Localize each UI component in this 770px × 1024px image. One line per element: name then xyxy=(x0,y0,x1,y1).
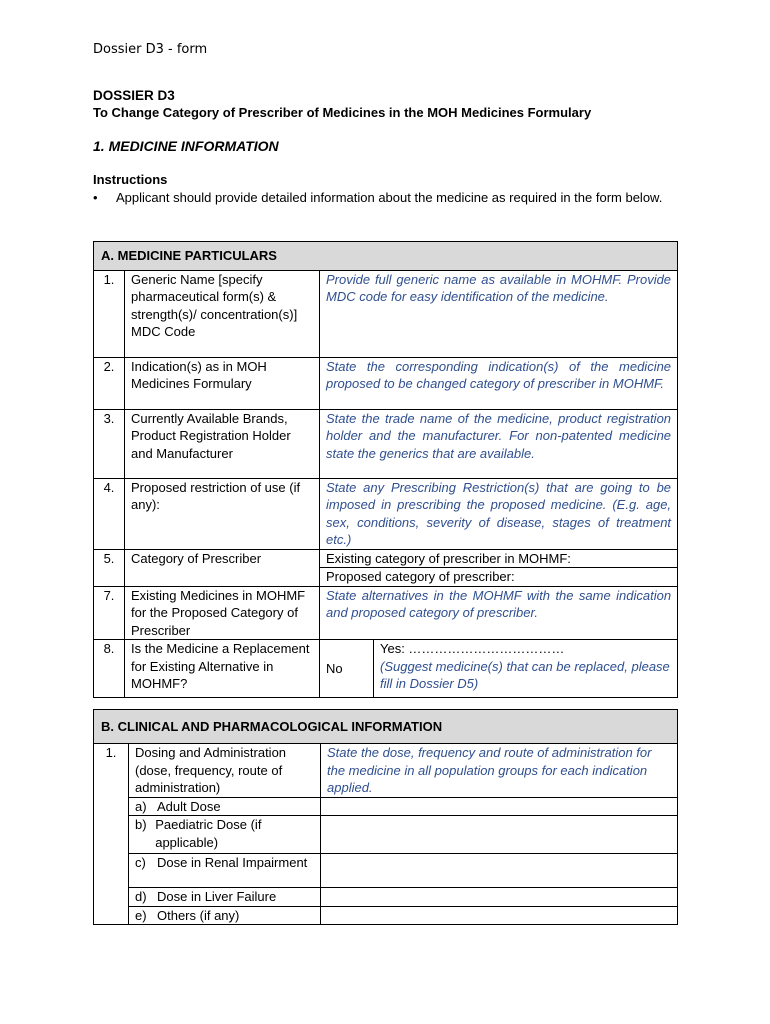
row-number: 4. xyxy=(94,478,125,549)
sub-label xyxy=(129,854,321,888)
sub-text: Others (if any) xyxy=(157,907,240,923)
document-title: DOSSIER D3 xyxy=(93,88,175,103)
page-header: Dossier D3 - form xyxy=(93,42,208,57)
row-label: Indication(s) as in MOH Medicines Formulary xyxy=(125,357,320,409)
sub-key: c) xyxy=(135,855,146,870)
no-option[interactable] xyxy=(320,640,374,698)
row-guidance[interactable]: State any Prescribing Restriction(s) that are going to be imposed in prescribing the proposed medicine. (E.g. age, sex, conditions, severity of disease, stages of treatment etc.) xyxy=(320,478,678,549)
sub-text: Dose in Liver Failure xyxy=(157,889,277,904)
sub-key: d) xyxy=(135,889,147,904)
row-label: Proposed restriction of use (if any): xyxy=(125,478,320,549)
table-row xyxy=(94,797,678,816)
yes-option[interactable] xyxy=(374,640,678,698)
medicine-particulars-table xyxy=(93,241,678,698)
row-guidance[interactable]: State the trade name of the medicine, product registration holder and the manufacturer. For non-patented medicine state the generics that are available. xyxy=(320,409,678,478)
table-row xyxy=(94,478,678,549)
table-b-heading: B. CLINICAL AND PHARMACOLOGICAL INFORMATION xyxy=(94,710,678,744)
row-number: 8. xyxy=(94,640,125,698)
sub-label xyxy=(129,816,321,854)
instructions-label: Instructions xyxy=(93,172,168,187)
row-number: 1. xyxy=(94,744,129,925)
sub-label xyxy=(129,797,321,816)
row-guidance[interactable]: Provide full generic name as available in MOHMF. Provide MDC code for easy identification of the medicine. xyxy=(320,270,678,357)
instruction-item xyxy=(93,189,683,207)
row-label: Generic Name [specify pharmaceutical form(s) & strength(s)/ concentration(s)] MDC Code xyxy=(125,270,320,357)
sub-text: Dose in Renal Impairment xyxy=(157,855,308,870)
sub-label xyxy=(129,888,321,907)
table-row xyxy=(94,409,678,478)
table-row xyxy=(94,270,678,357)
existing-category-field[interactable]: Existing category of prescriber in MOHMF: xyxy=(320,549,678,568)
row-label: Currently Available Brands, Product Registration Holder and Manufacturer xyxy=(125,409,320,478)
sub-key: e) xyxy=(135,907,147,923)
clinical-info-table xyxy=(93,709,678,925)
liver-dose-field[interactable] xyxy=(321,888,678,907)
row-number: 5. xyxy=(94,549,125,586)
no-label: No xyxy=(326,660,343,676)
row-label: Dosing and Administration (dose, frequency, route of administration) xyxy=(129,744,321,798)
table-row xyxy=(94,816,678,854)
table-row xyxy=(94,744,678,798)
row-number: 3. xyxy=(94,409,125,478)
sub-text: Adult Dose xyxy=(157,798,221,814)
renal-dose-field[interactable] xyxy=(321,854,678,888)
row-guidance[interactable]: State the corresponding indication(s) of the medicine proposed to be changed category of prescriber in MOHMF. xyxy=(320,357,678,409)
table-row xyxy=(94,640,678,698)
bullet-icon: • xyxy=(93,190,98,205)
table-row xyxy=(94,888,678,907)
row-number: 1. xyxy=(94,270,125,357)
sub-text: Paediatric Dose (if applicable) xyxy=(155,817,262,850)
section-heading: 1. MEDICINE INFORMATION xyxy=(93,138,279,154)
yes-guidance: (Suggest medicine(s) that can be replaced, please fill in Dossier D5) xyxy=(380,658,670,691)
others-field[interactable] xyxy=(321,906,678,925)
table-a-heading: A. MEDICINE PARTICULARS xyxy=(94,242,678,271)
sub-key: b) xyxy=(135,817,147,832)
row-guidance[interactable]: State alternatives in the MOHMF with the same indication and proposed category of prescriber. xyxy=(320,586,678,640)
table-row xyxy=(94,854,678,888)
adult-dose-field[interactable] xyxy=(321,797,678,816)
document-subtitle: To Change Category of Prescriber of Medicines in the MOH Medicines Formulary xyxy=(93,105,592,120)
table-row xyxy=(94,549,678,568)
table-row xyxy=(94,586,678,640)
table-row xyxy=(94,906,678,925)
sub-key: a) xyxy=(135,798,147,814)
yes-label: Yes: ……………………………… xyxy=(380,641,565,656)
row-guidance[interactable]: State the dose, frequency and route of administration for the medicine in all population groups for each indication applied. xyxy=(321,744,678,798)
proposed-category-field[interactable]: Proposed category of prescriber: xyxy=(320,568,678,587)
row-label: Is the Medicine a Replacement for Existing Alternative in MOHMF? xyxy=(125,640,320,698)
table-row xyxy=(94,357,678,409)
instruction-text: Applicant should provide detailed information about the medicine as required in the form below. xyxy=(116,190,663,205)
paediatric-dose-field[interactable] xyxy=(321,816,678,854)
row-number: 7. xyxy=(94,586,125,640)
row-label: Existing Medicines in MOHMF for the Proposed Category of Prescriber xyxy=(125,586,320,640)
row-number: 2. xyxy=(94,357,125,409)
row-label: Category of Prescriber xyxy=(125,549,320,586)
sub-label xyxy=(129,906,321,925)
